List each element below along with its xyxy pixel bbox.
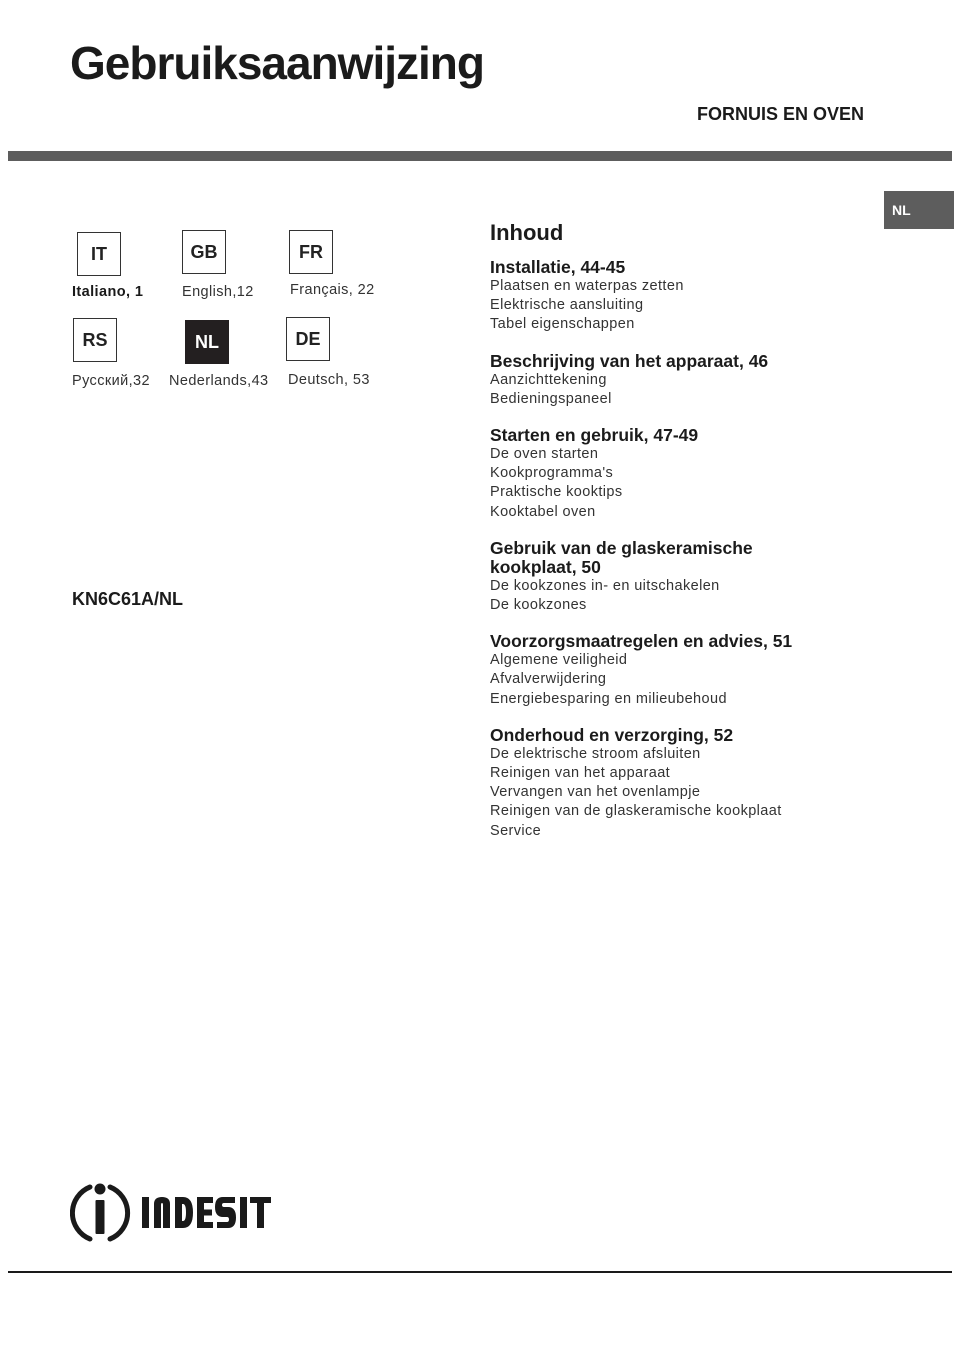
toc-item[interactable]: Kookprogramma's [490,465,614,482]
lang-box-it[interactable]: IT [77,232,121,276]
toc-section-starten [490,426,890,522]
indesit-logo [70,1178,302,1244]
lang-label-it[interactable]: Italiano, 1 [72,284,144,300]
toc-heading[interactable]: kookplaat, 50 [490,556,601,577]
toc-item[interactable]: Tabel eigenschappen [490,316,635,333]
toc-item[interactable]: Bedieningspaneel [490,390,612,407]
model-number: KN6C61A/NL [72,589,184,609]
toc-section-kookplaat [490,539,890,615]
toc-item[interactable]: Aanzichttekening [490,371,607,388]
toc-section-voorzorgsmaatregelen [490,632,890,709]
toc-item[interactable]: Reinigen van de glaskeramische kookplaat [490,803,782,820]
toc-item[interactable]: Plaatsen en waterpas zetten [490,278,684,294]
toc-heading[interactable]: Installatie, 44-45 [490,257,626,277]
toc-section-beschrijving [490,352,890,409]
header-divider [8,151,952,161]
lang-box-nl[interactable]: NL [185,320,229,364]
toc-heading[interactable]: Onderhoud en verzorging, 52 [490,724,734,745]
toc-section-installatie [490,258,890,335]
toc-heading[interactable]: Gebruik van de glaskeramische [490,537,753,558]
toc-item[interactable]: De oven starten [490,446,599,463]
toc-item[interactable]: Energiebesparing en milieubehoud [490,690,727,707]
lang-box-gb[interactable]: GB [182,230,226,274]
toc-item[interactable]: Praktische kooktips [490,484,623,501]
lang-box-fr[interactable]: FR [289,230,333,274]
toc-heading[interactable]: Voorzorgsmaatregelen en advies, 51 [490,631,793,652]
toc-item[interactable]: De kookzones [490,597,587,614]
toc-item[interactable]: Service [490,822,542,839]
current-language-tab: NL [884,191,954,229]
indesit-i-logo-icon [72,1184,127,1240]
lang-box-rs[interactable]: RS [73,318,117,362]
toc-item[interactable]: Elektrische aansluiting [490,297,644,314]
footer-divider [8,1271,952,1273]
lang-box-de[interactable]: DE [286,317,330,361]
product-type-subtitle: FORNUIS EN OVEN [696,104,864,124]
lang-label-nl[interactable]: Nederlands,43 [169,373,269,389]
lang-label-fr[interactable]: Français, 22 [290,282,375,298]
lang-label-de[interactable]: Deutsch, 53 [288,372,370,388]
toc-item[interactable]: Kooktabel oven [490,503,596,520]
toc-item[interactable]: Algemene veiligheid [490,652,628,669]
toc-section-onderhoud [490,726,890,841]
toc-heading[interactable]: Starten en gebruik, 47-49 [490,425,699,446]
lang-label-gb[interactable]: English,12 [182,284,254,300]
toc-item[interactable]: De elektrische stroom afsluiten [490,745,701,762]
page-title: Gebruiksaanwijzing [70,37,484,89]
lang-label-rs[interactable]: Русский,32 [72,373,150,389]
toc-item[interactable]: Vervangen van het ovenlampje [490,784,701,801]
table-of-contents [490,220,890,858]
toc-item[interactable]: De kookzones in- en uitschakelen [490,577,720,594]
indesit-wordmark [142,1197,271,1228]
toc-item[interactable]: Reinigen van het apparaat [490,765,671,782]
toc-item[interactable]: Afvalverwijdering [490,671,607,688]
toc-heading[interactable]: Beschrijving van het apparaat, 46 [490,350,769,371]
toc-title: Inhoud [490,220,564,245]
